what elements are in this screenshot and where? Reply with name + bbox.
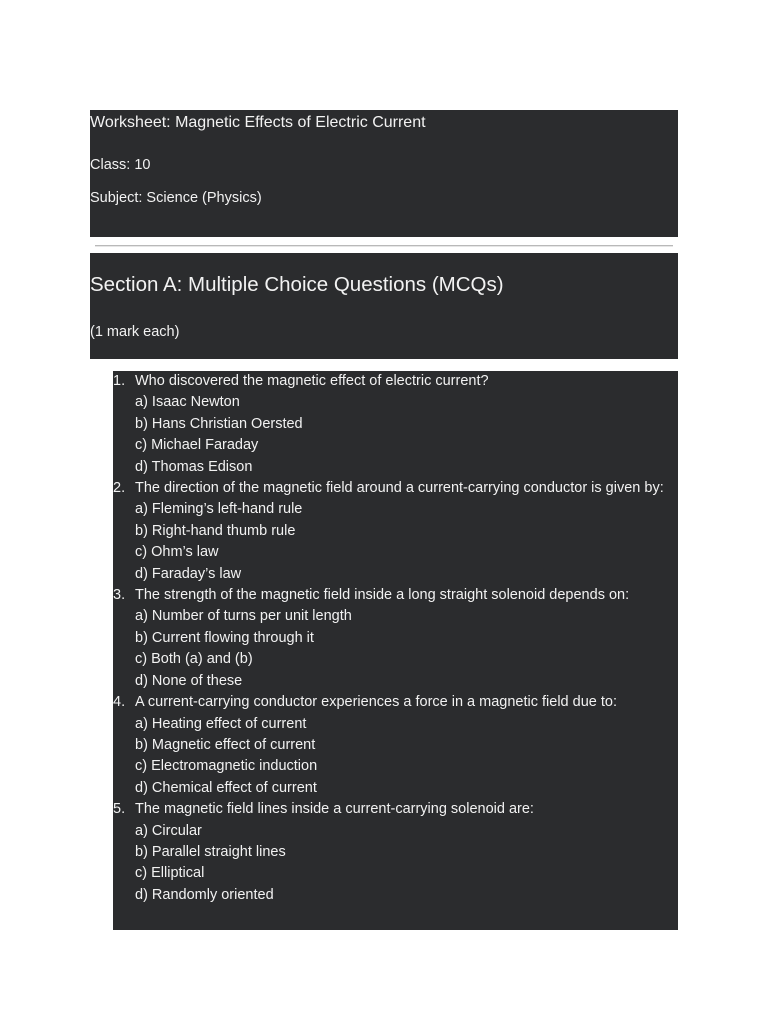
worksheet-header xyxy=(90,110,678,237)
option-d: d) Chemical effect of current xyxy=(135,779,317,796)
question-number: 5. xyxy=(113,801,126,818)
section-heading: Section A: Multiple Choice Questions (MCQs) xyxy=(90,273,504,296)
option-c: c) Elliptical xyxy=(135,865,205,882)
option-d: d) None of these xyxy=(135,672,243,689)
question-text: The magnetic field lines inside a current-carrying solenoid are: xyxy=(135,801,534,818)
question-text: A current-carrying conductor experiences a force in a magnetic field due to: xyxy=(135,694,617,711)
option-d: d) Faraday’s law xyxy=(135,565,242,582)
option-d: d) Thomas Edison xyxy=(135,458,253,475)
option-a: a) Number of turns per unit length xyxy=(135,608,352,625)
question-item xyxy=(113,585,678,692)
worksheet-title: Worksheet: Magnetic Effects of Electric Current xyxy=(90,114,426,131)
option-c: c) Ohm’s law xyxy=(135,544,219,561)
question-item xyxy=(113,692,678,799)
option-b: b) Hans Christian Oersted xyxy=(135,415,303,432)
question-item xyxy=(113,478,678,585)
option-b: b) Right-hand thumb rule xyxy=(135,522,296,539)
subject-line: Subject: Science (Physics) xyxy=(90,190,262,206)
option-b: b) Parallel straight lines xyxy=(135,843,286,860)
section-marks-note: (1 mark each) xyxy=(90,324,180,340)
question-text: The direction of the magnetic field around a current-carrying conductor is given by: xyxy=(135,480,664,497)
option-a: a) Heating effect of current xyxy=(135,715,307,732)
question-item xyxy=(113,799,678,906)
option-a: a) Fleming’s left-hand rule xyxy=(135,501,303,518)
question-text: Who discovered the magnetic effect of electric current? xyxy=(135,373,489,389)
question-number: 3. xyxy=(113,587,126,604)
question-number: 2. xyxy=(113,480,126,497)
question-item xyxy=(113,371,678,478)
option-c: c) Michael Faraday xyxy=(135,437,259,454)
option-b: b) Current flowing through it xyxy=(135,629,314,646)
class-line: Class: 10 xyxy=(90,157,151,173)
option-b: b) Magnetic effect of current xyxy=(135,736,316,753)
option-c: c) Electromagnetic induction xyxy=(135,758,318,775)
option-d: d) Randomly oriented xyxy=(135,886,274,903)
horizontal-divider xyxy=(95,245,673,247)
option-c: c) Both (a) and (b) xyxy=(135,651,253,668)
section-header xyxy=(90,253,678,359)
option-a: a) Isaac Newton xyxy=(135,394,240,411)
question-number: 4. xyxy=(113,694,126,711)
question-list xyxy=(113,371,678,930)
question-number: 1. xyxy=(113,373,126,389)
option-a: a) Circular xyxy=(135,822,202,839)
question-text: The strength of the magnetic field inside a long straight solenoid depends on: xyxy=(135,587,630,604)
